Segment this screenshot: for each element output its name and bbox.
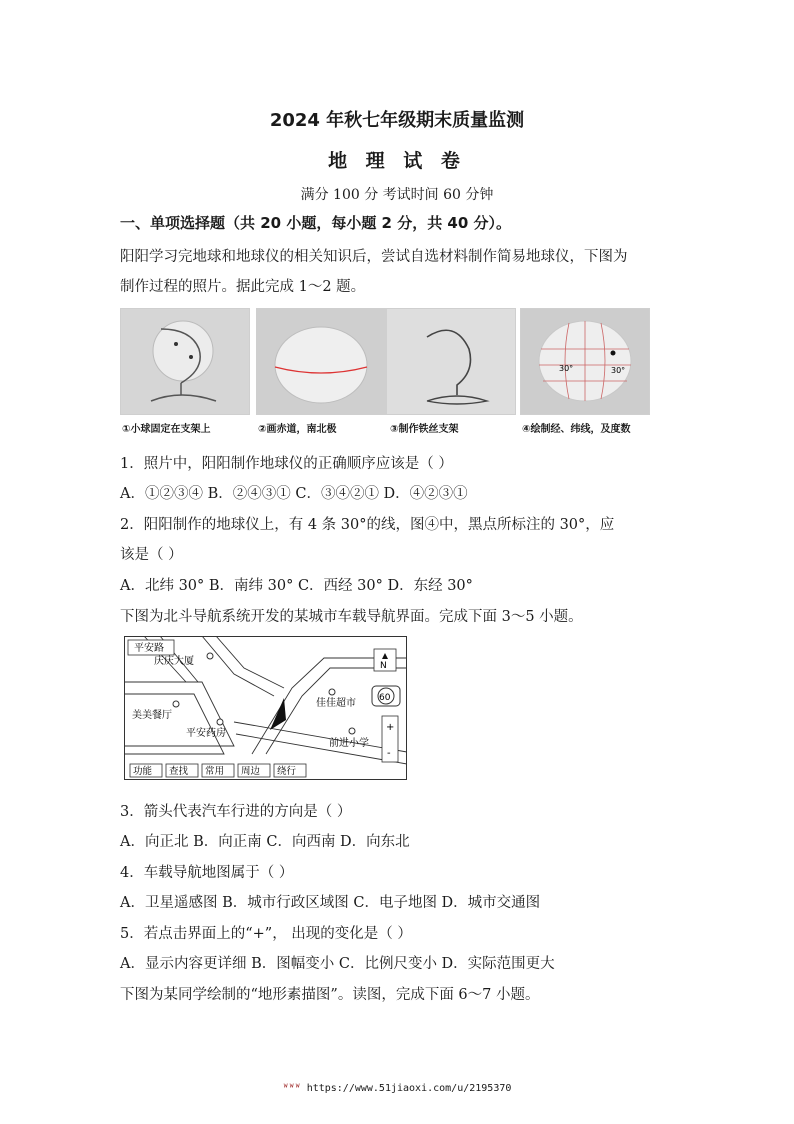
question-1: 1．照片中，阳阳制作地球仪的正确顺序应该是（ ） [120,456,453,472]
road-name: 平安路 [134,643,164,654]
menu-nearby-button[interactable]: 周边 [241,766,261,777]
photo-caption-2: ②画赤道，南北极 [258,424,337,435]
place-pingan: 平安药房 [186,728,226,739]
intro-line-2: 制作过程的照片。据此完成 1～2 题。 [120,279,366,295]
place-meimei: 美美餐厅 [132,710,172,721]
section-heading: 一、单项选择题（共 20 小题，每小题 2 分，共 40 分）。 [120,214,512,232]
question-2-line-1: 2．阳阳制作的地球仪上，有 4 条 30°的线，图④中，黑点所标注的 30°，应 [120,517,615,533]
question-3: 3．箭头代表汽车行进的方向是（ ） [120,804,352,820]
nav-intro: 下图为北斗导航系统开发的某城市车载导航界面。完成下面 3～5 小题。 [120,609,583,625]
question-4-options: A．卫星遥感图 B．城市行政区域图 C．电子地图 D．城市交通图 [120,895,541,911]
menu-search-button[interactable]: 查找 [169,766,189,777]
photo-1 [120,308,250,415]
menu-detour-button[interactable]: 绕行 [277,766,297,777]
photo-1-image [121,309,249,414]
question-4: 4．车载导航地图属于（ ） [120,865,294,881]
photo-caption-3: ③制作铁丝支架 [390,424,459,435]
place-dot-2 [329,689,335,695]
question-2-line-2: 该是（ ） [120,547,183,563]
photo-4-image [521,309,649,414]
photo-4 [520,308,650,415]
place-dot-4 [217,719,223,725]
menu-common-button[interactable]: 常用 [205,766,225,777]
navigation-map-drawing [124,636,407,780]
exam-title: 2024 年秋七年级期末质量监测 [269,110,525,131]
globe-label-left: 30° [559,364,574,373]
speed-limit-value: 60 [379,693,391,703]
footer [0,1083,794,1094]
sketch-intro: 下图为某同学绘制的“地形素描图”。读图，完成下面 6～7 小题。 [120,987,540,1003]
place-dot-1 [207,653,213,659]
zoom-in-button[interactable]: + [386,722,395,733]
photo-3-image [387,309,515,414]
question-5: 5．若点击界面上的“+”， 出现的变化是（ ） [120,926,412,942]
footer-mark: ᵂᵂᵂ [282,1083,301,1094]
globe-label-right: 30° [611,366,626,375]
footer-url[interactable]: https://www.51jiaoxi.com/u/2195370 [306,1083,512,1094]
place-jiajia: 佳佳超市 [316,698,356,709]
place-qianjin: 前进小学 [329,738,369,749]
globe-photo-strip [120,308,656,438]
navigation-map [124,636,407,780]
question-5-options: A．显示内容更详细 B．图幅变小 C．比例尺变小 D．实际范围更大 [120,956,555,972]
place-qingqing: 庆庆大厦 [154,656,194,667]
place-dot-3 [173,701,179,707]
exam-subtitle: 地 理 试 卷 [328,150,466,172]
question-3-options: A．向正北 B．向正南 C．向西南 D．向东北 [120,834,410,850]
exam-meta: 满分 100 分 考试时间 60 分钟 [300,187,494,203]
photo-3 [386,308,516,415]
zoom-out-button[interactable]: - [387,748,391,759]
place-dot-5 [349,728,355,734]
question-1-options: A．①②③④ B．②④③① C．③④②① D．④②③① [120,486,468,502]
photo-caption-1: ①小球固定在支架上 [122,424,211,435]
intro-line-1: 阳阳学习完地球和地球仪的相关知识后，尝试自选材料制作简易地球仪，下图为 [120,249,628,265]
photo-2 [256,308,386,415]
photo-caption-4: ④绘制经、纬线，及度数 [522,424,631,435]
question-2-options: A．北纬 30° B．南纬 30° C．西经 30° D．东经 30° [120,578,473,594]
menu-function-button[interactable]: 功能 [133,766,153,777]
photo-2-image [257,309,385,414]
north-label: N [380,661,387,671]
